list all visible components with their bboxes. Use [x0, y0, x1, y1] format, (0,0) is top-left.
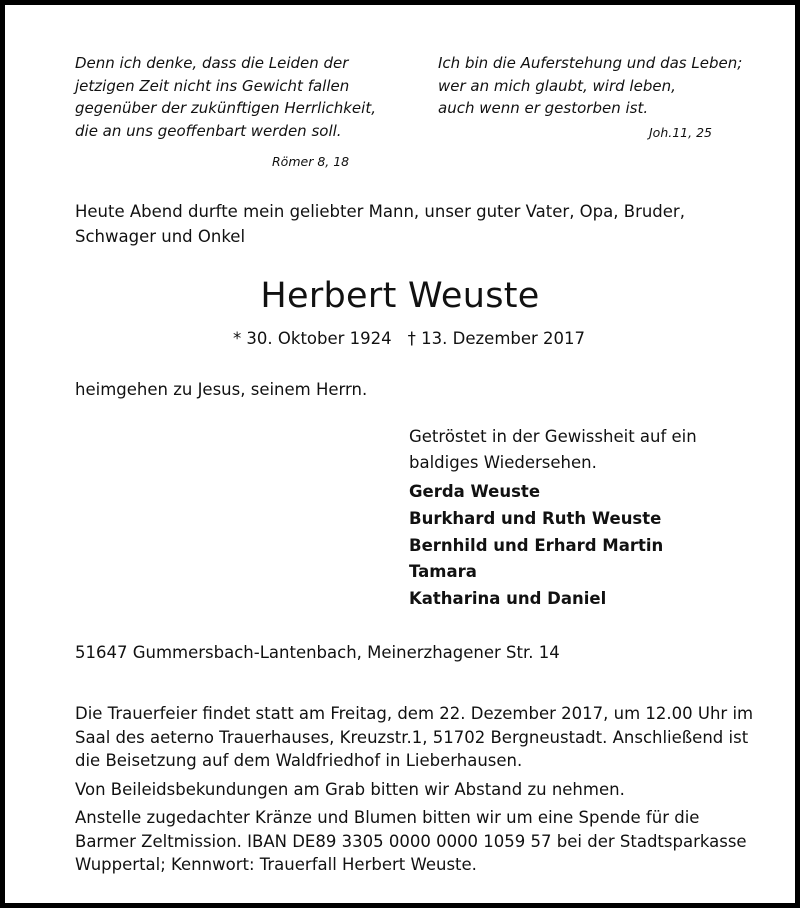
mourner-name: Burkhard und Ruth Weuste	[409, 508, 662, 528]
donation-paragraph	[75, 806, 747, 877]
condolence-paragraph	[75, 778, 735, 802]
quote-line: Denn ich denke, dass die Leiden der	[75, 54, 349, 72]
bible-quote-romans	[75, 52, 415, 174]
birth-date: * 30. Oktober 1924	[232, 329, 392, 348]
intro-line: Heute Abend durfte mein geliebter Mann, unser guter Vater, Opa, Bruder,	[75, 202, 685, 221]
mourners-list	[409, 479, 739, 613]
notice-line: Von Beileidsbekundungen am Grab bitten wir Abstand zu nehmen.	[75, 779, 625, 799]
passing-text: heimgehen zu Jesus, seinem Herrn.	[75, 380, 368, 399]
quote-line: die an uns geoffenbart werden soll.	[75, 121, 342, 140]
quote-reference: Römer 8, 18	[272, 154, 350, 169]
comfort-line: baldiges Wiedersehen.	[409, 453, 597, 472]
death-date: † 13. Dezember 2017	[407, 329, 586, 348]
mourner-name: Tamara	[409, 562, 477, 582]
comfort-text	[409, 424, 729, 476]
comfort-line: Getröstet in der Gewissheit auf ein	[409, 427, 697, 446]
notice-line: Wuppertal; Kennwort: Trauerfall Herbert Weuste.	[75, 855, 477, 874]
quote-line: auch wenn er gestorben ist.	[438, 99, 649, 117]
quote-line: gegenüber der zukünftigen Herrlichkeit,	[75, 99, 376, 117]
quote-line: jetzigen Zeit nicht ins Gewicht fallen	[75, 76, 350, 95]
life-dates	[0, 326, 800, 351]
funeral-service-paragraph	[75, 702, 754, 773]
notice-line: Barmer Zeltmission. IBAN DE89 3305 0000 0000 1059 57 bei der Stadtsparkasse	[75, 831, 747, 851]
mourner-name: Gerda Weuste	[409, 482, 541, 501]
mourner-name: Bernhild und Erhard Martin	[409, 535, 664, 555]
notice-line: Die Trauerfeier findet statt am Freitag, dem 22. Dezember 2017, um 12.00 Uhr im	[75, 704, 754, 723]
notice-line: die Beisetzung auf dem Waldfriedhof in Lieberhausen.	[75, 751, 523, 770]
family-address: 51647 Gummersbach-Lantenbach, Meinerzhagener Str. 14	[75, 643, 560, 662]
funeral-notices	[75, 702, 754, 882]
quote-reference: Joh.11, 25	[649, 124, 712, 140]
notice-line: Anstelle zugedachter Kränze und Blumen bitten wir um eine Spende für die	[75, 808, 700, 827]
quote-line: Ich bin die Auferstehung und das Leben;	[438, 54, 743, 72]
quote-line: wer an mich glaubt, wird leben,	[438, 76, 676, 95]
mourner-name: Katharina und Daniel	[409, 589, 607, 609]
intro-text	[75, 199, 735, 249]
intro-line: Schwager und Onkel	[75, 227, 246, 246]
notice-line: Saal des aeterno Trauerhauses, Kreuzstr.1, 51702 Bergneustadt. Anschließend ist	[75, 727, 749, 747]
bible-quote-john	[438, 52, 743, 144]
deceased-name: Herbert Weuste	[260, 276, 540, 316]
